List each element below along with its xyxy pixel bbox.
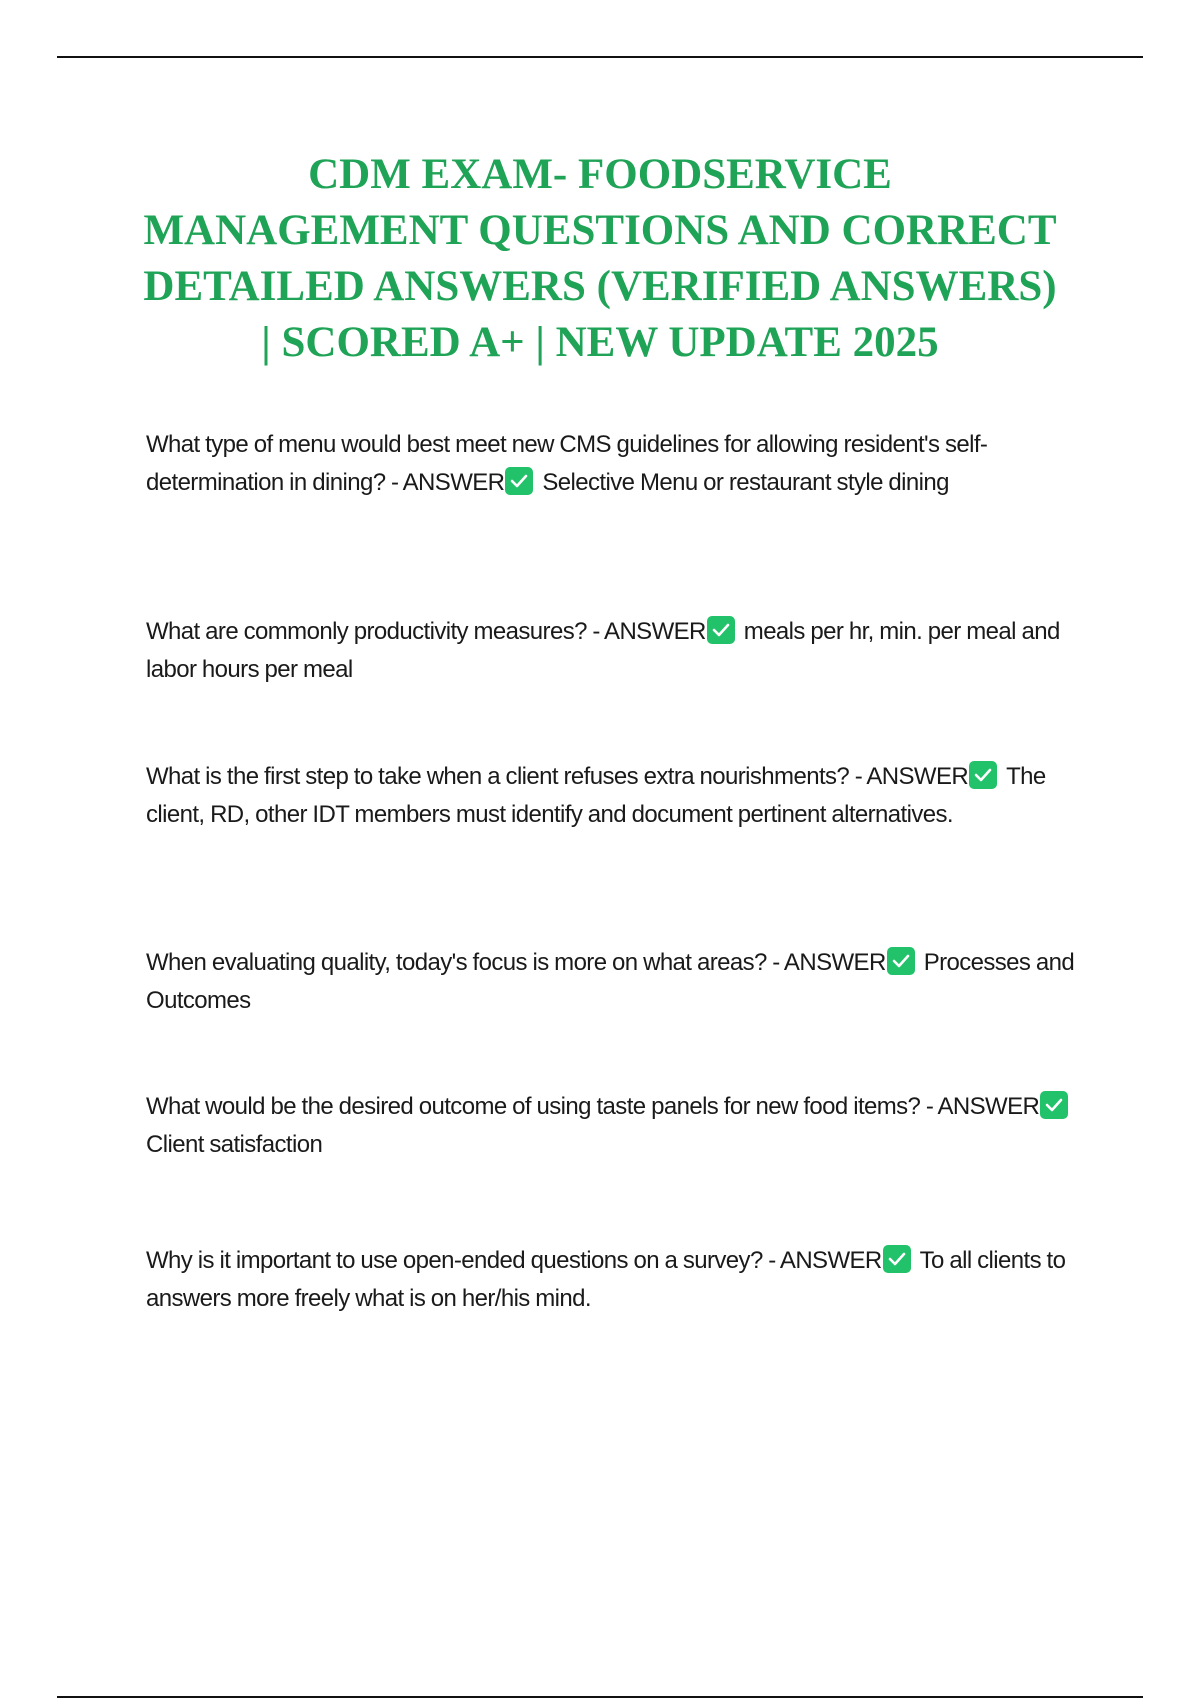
answer-text: meals per hr, min. per meal and labor hours per meal — [146, 618, 1060, 683]
answer-text: To all clients to answers more freely what is on her/his mind. — [146, 1247, 1066, 1312]
check-icon — [1040, 1091, 1068, 1119]
qa-item — [146, 613, 1086, 689]
title-line: MANAGEMENT QUESTIONS AND CORRECT — [143, 207, 1057, 254]
question-text: What would be the desired outcome of using taste panels for new food items? - ANSWER — [146, 1093, 1040, 1120]
answer-text: Processes and Outcomes — [146, 949, 1075, 1014]
top-rule — [57, 56, 1143, 58]
question-text: Why is it important to use open-ended questions on a survey? - ANSWER — [146, 1247, 882, 1274]
answer-text: Client satisfaction — [146, 1131, 323, 1158]
qa-item — [146, 426, 1086, 502]
title-line: | SCORED A+ | NEW UPDATE 2025 — [261, 319, 939, 366]
title-line: CDM EXAM- FOODSERVICE — [308, 151, 892, 198]
document-title — [130, 147, 1070, 371]
check-icon — [887, 947, 915, 975]
bottom-rule — [57, 1696, 1143, 1698]
check-icon — [883, 1245, 911, 1273]
check-icon — [707, 616, 735, 644]
question-text: What type of menu would best meet new CMS guidelines for allowing resident's self-determination in dining? - ANSWER — [146, 431, 988, 496]
qa-item — [146, 1088, 1086, 1164]
title-line: DETAILED ANSWERS (VERIFIED ANSWERS) — [143, 263, 1057, 310]
question-text: What is the first step to take when a client refuses extra nourishments? - ANSWER — [146, 763, 969, 790]
answer-text: The client, RD, other IDT members must identify and document pertinent alternatives. — [146, 763, 1046, 828]
answer-text: Selective Menu or restaurant style dining — [542, 469, 949, 496]
qa-item — [146, 944, 1086, 1020]
qa-item — [146, 1242, 1086, 1318]
question-text: What are commonly productivity measures? - ANSWER — [146, 618, 706, 645]
check-icon — [505, 467, 533, 495]
check-icon — [969, 761, 997, 789]
qa-item — [146, 758, 1086, 834]
question-text: When evaluating quality, today's focus is more on what areas? - ANSWER — [146, 949, 886, 976]
